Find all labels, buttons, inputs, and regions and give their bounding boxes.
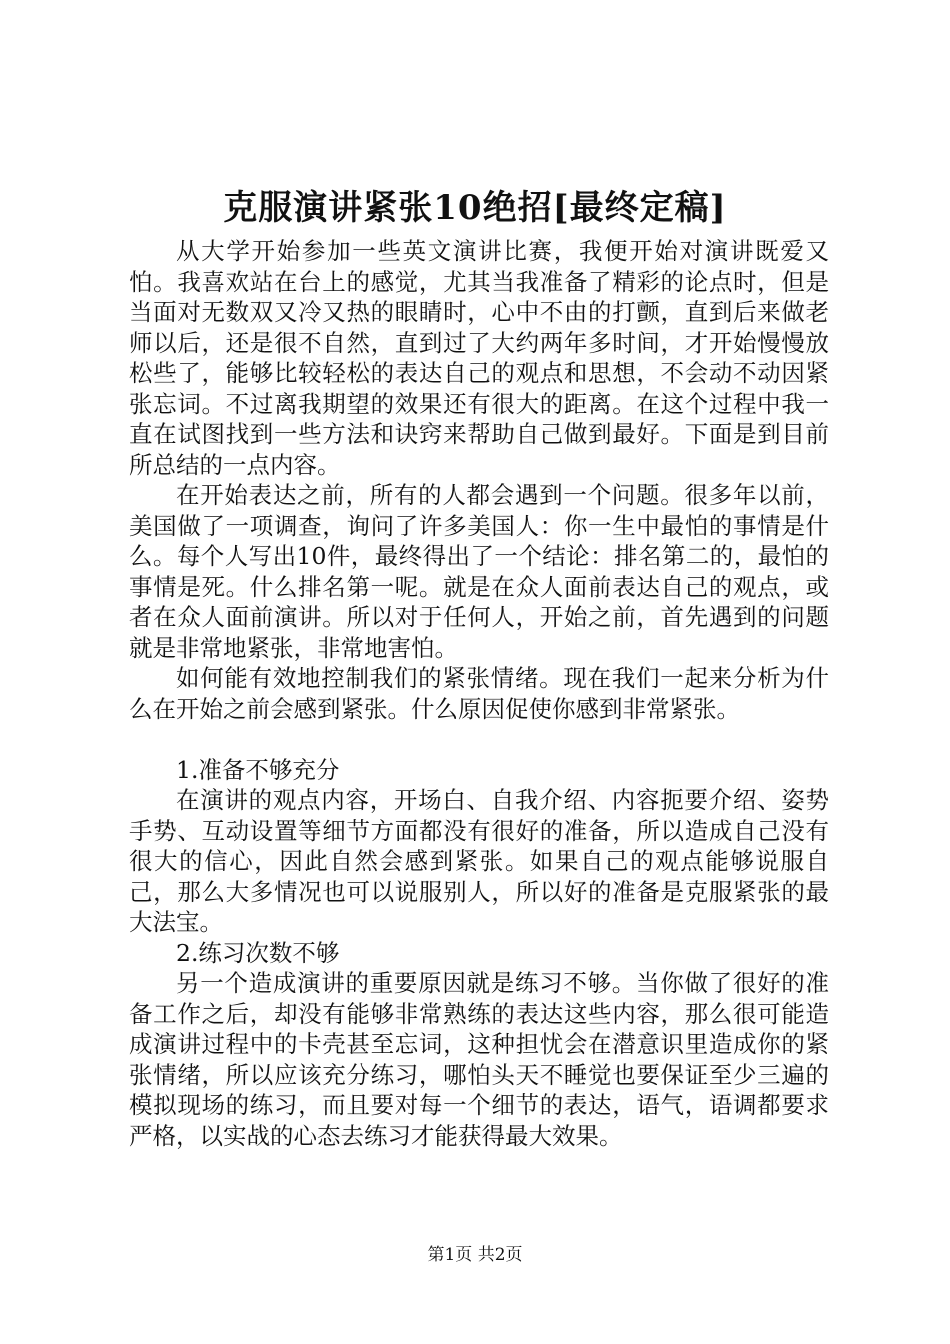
section-heading-1: 1.准备不够充分 bbox=[176, 755, 340, 784]
paragraph-analysis: 如何能有效地控制我们的紧张情绪。现在我们一起来分析为什么在开始之前会感到紧张。什么原因促使你感到非常紧张。 bbox=[129, 664, 829, 723]
paragraph-practice: 另一个造成演讲的重要原因就是练习不够。当你做了很好的准备工作之后，却没有能够非常熟练的表达这些内容，那么很可能造成演讲过程中的卡壳甚至忘词，这种担忧会在潜意识里造成你的紧张情绪，所以应该充分练习，哪怕头天不睡觉也要保证至少三遍的模拟现场的练习，而且要对每一个细节的表达，语气，语调都要求严格，以实战的心态去练习才能获得最大效果。 bbox=[129, 969, 829, 1150]
page-footer: 第1页 共2页 bbox=[427, 1245, 523, 1265]
paragraph-spacer bbox=[129, 724, 829, 755]
document-body bbox=[129, 236, 829, 1151]
section-heading-2: 2.练习次数不够 bbox=[176, 938, 340, 967]
document-title: 克服演讲紧张10绝招[最终定稿] bbox=[223, 188, 727, 228]
paragraph-preparation: 在演讲的观点内容，开场白、自我介绍、内容扼要介绍、姿势手势、互动设置等细节方面都没有很好的准备，所以造成自己没有很大的信心，因此自然会感到紧张。如果自己的观点能够说服自己，那么大多情况也可以说服别人，所以好的准备是克服紧张的最大法宝。 bbox=[129, 786, 829, 936]
paragraph-intro: 从大学开始参加一些英文演讲比赛，我便开始对演讲既爱又怕。我喜欢站在台上的感觉，尤其当我准备了精彩的论点时，但是当面对无数双又冷又热的眼睛时，心中不由的打颤，直到后来做老师以后，还是很不自然，直到过了大约两年多时间，才开始慢慢放松些了，能够比较轻松的表达自己的观点和思想，不会动不动因紧张忘词。不过离我期望的效果还有很大的距离。在这个过程中我一直在试图找到一些方法和诀窍来帮助自己做到最好。下面是到目前所总结的一点内容。 bbox=[129, 237, 829, 479]
paragraph-survey: 在开始表达之前，所有的人都会遇到一个问题。很多年以前，美国做了一项调查，询问了许多美国人：你一生中最怕的事情是什么。每个人写出10件，最终得出了一个结论：排名第二的，最怕的事情是死。什么排名第一呢。就是在众人面前表达自己的观点，或者在众人面前演讲。所以对于任何人，开始之前，首先遇到的问题就是非常地紧张，非常地害怕。 bbox=[129, 481, 829, 662]
